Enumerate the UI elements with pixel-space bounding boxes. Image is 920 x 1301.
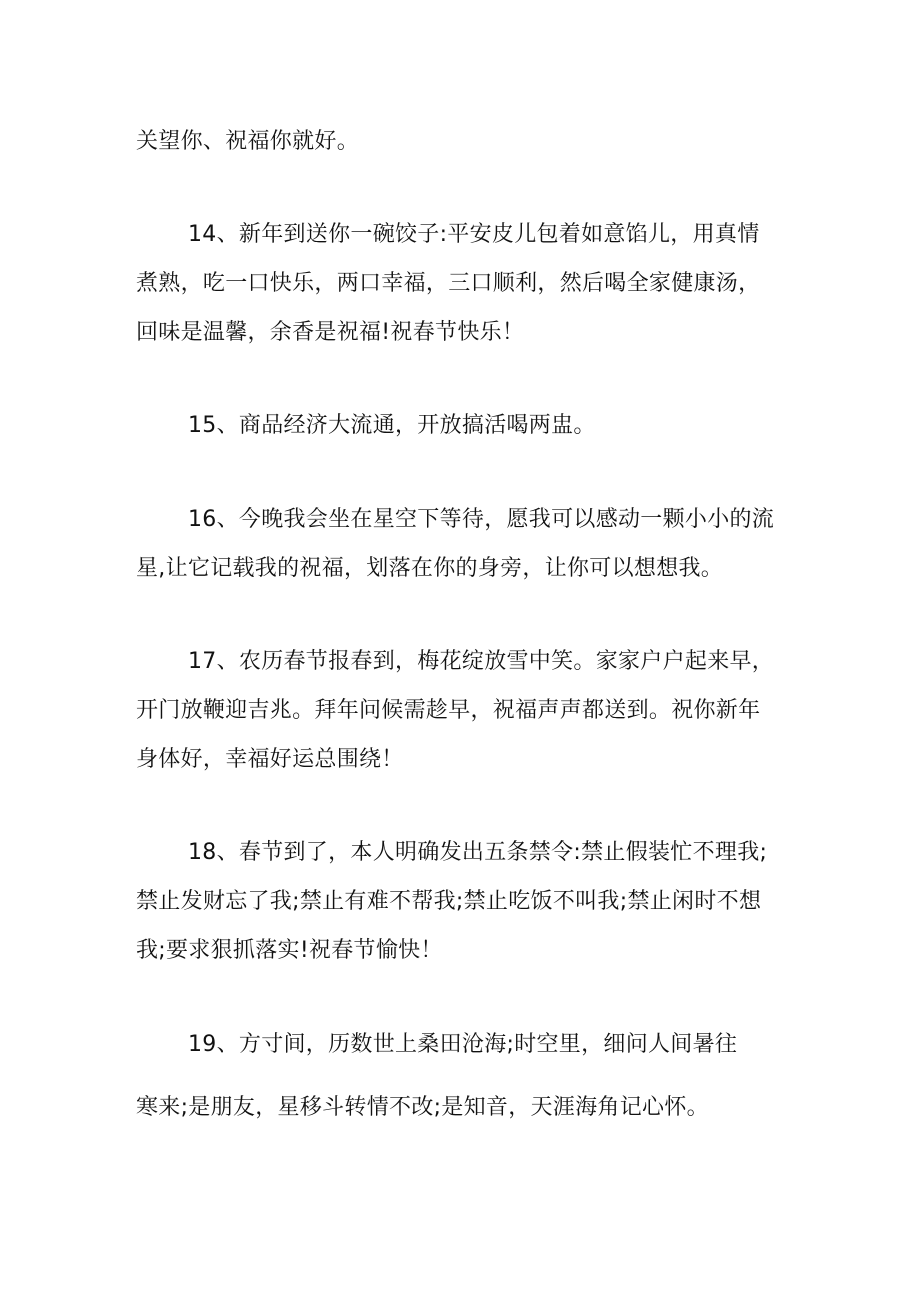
paragraph-line: 回味是温馨，余香是祝福!祝春节快乐！	[136, 320, 525, 345]
paragraph-line: 禁止发财忘了我;禁止有难不帮我;禁止吃饭不叫我;禁止闲时不想	[136, 889, 762, 914]
paragraph-line: 15、商品经济大流通，开放搞活喝两盅。	[188, 413, 596, 438]
paragraph-line: 星,让它记载我的祝福，划落在你的身旁，让你可以想想我。	[136, 556, 724, 581]
paragraph-line: 开门放鞭迎吉兆。拜年问候需趁早，祝福声声都送到。祝你新年	[136, 698, 761, 723]
paragraph-line: 14、新年到送你一碗饺子:平安皮儿包着如意馅儿，用真情	[188, 222, 760, 247]
paragraph-line: 煮熟，吃一口快乐，两口幸福，三口顺利，然后喝全家健康汤，	[136, 271, 761, 296]
paragraph-line: 身体好，幸福好运总围绕！	[136, 747, 404, 772]
paragraph-line: 17、农历春节报春到，梅花绽放雪中笑。家家户户起来早，	[188, 649, 775, 674]
paragraph-line: 19、方寸间，历数世上桑田沧海;时空里，细问人间暑往	[188, 1032, 738, 1057]
paragraph-line: 18、春节到了，本人明确发出五条禁令:禁止假装忙不理我;	[188, 840, 768, 865]
paragraph-line: 16、今晚我会坐在星空下等待，愿我可以感动一颗小小的流	[188, 507, 775, 532]
paragraph-line: 我;要求狠抓落实!祝春节愉快！	[136, 938, 443, 963]
paragraph-line: 关望你、祝福你就好。	[136, 129, 360, 154]
paragraph-line: 寒来;是朋友，星移斗转情不改;是知音，天涯海角记心怀。	[136, 1095, 709, 1120]
